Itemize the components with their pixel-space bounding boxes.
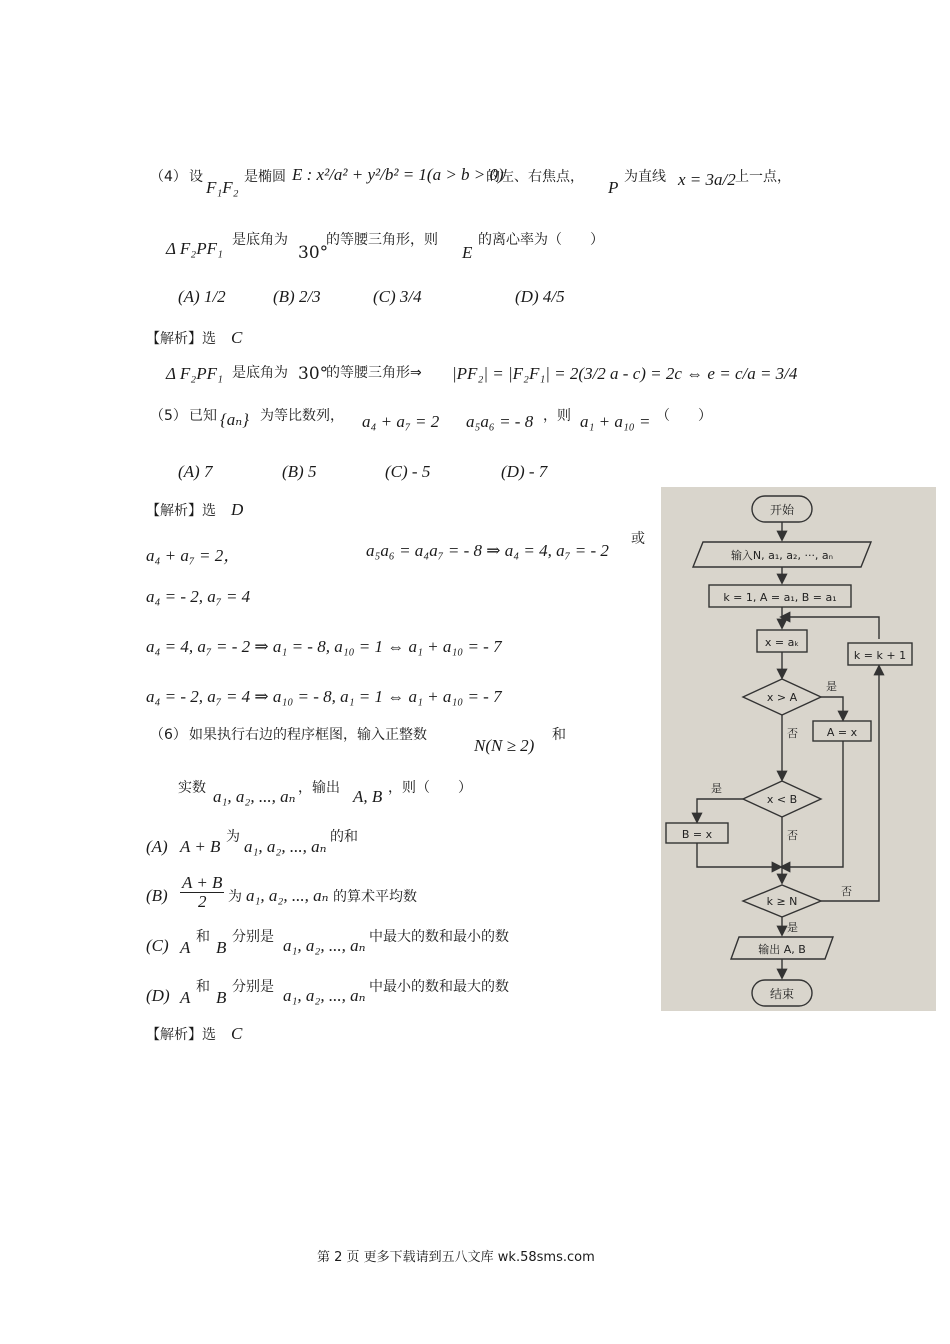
q4-number: （4） bbox=[150, 169, 187, 185]
flow-input-text: 输入N, a₁, a₂, ···, aₙ bbox=[730, 549, 834, 562]
q6-option-c-he: 和 bbox=[196, 929, 210, 945]
q5-text-2: 为等比数列， bbox=[260, 408, 344, 424]
flow-output-text: 输出 A, B bbox=[758, 943, 806, 956]
q4-option-b: (B) 2/3 bbox=[273, 287, 321, 306]
q6-option-d-text-1: 分别是 bbox=[232, 979, 274, 995]
q6-option-b-fraction bbox=[178, 874, 226, 911]
q6-option-d-a: A bbox=[180, 988, 191, 1007]
flow-arrow-setB-merge bbox=[697, 843, 780, 867]
q6-option-b-seq: a₁, a₂, ..., aₙ bbox=[246, 886, 329, 905]
flow-arrow-yes1 bbox=[821, 697, 843, 719]
q5-solution-or: 或 bbox=[631, 531, 645, 547]
flow-start-text: 开始 bbox=[769, 503, 795, 517]
q6-option-d-b: B bbox=[216, 988, 227, 1007]
q5-solution-line-1b: a₅a₆ = a₄a₇ = - 8 ⇒ a₄ = 4, a₇ = - 2 bbox=[366, 541, 609, 560]
q4-solution-triangle: Δ F₂PF₁ bbox=[166, 364, 223, 383]
q5-condition-2: a₅a₆ = - 8 bbox=[466, 412, 534, 431]
q4-point-p: P bbox=[608, 178, 619, 197]
q6-option-d-text-2: 中最小的数和最大的数 bbox=[369, 979, 509, 995]
q6-option-c-text-1: 分别是 bbox=[232, 929, 274, 945]
q5-sequence: {aₙ} bbox=[220, 410, 249, 429]
q5-question: a₁ + a₁₀ = bbox=[580, 412, 651, 431]
q6-option-c-label: (C) bbox=[146, 936, 169, 955]
flowchart-image bbox=[661, 487, 936, 1011]
q4-text-8: 的离心率为（ ） bbox=[478, 232, 604, 248]
q6-n: N(N ≥ 2) bbox=[474, 736, 535, 755]
q6-sequence: a₁, a₂, ..., aₙ bbox=[213, 787, 296, 806]
q6-text-1: 如果执行右边的程序框图，输入正整数 bbox=[189, 727, 427, 743]
q6-option-a-label: (A) bbox=[146, 837, 168, 856]
q5-condition-1: a₄ + a₇ = 2 bbox=[362, 412, 440, 431]
q4-solution-math: |PF₂| = |F₂F₁| = 2(3/2 a - c) = 2c ⇔ e = c/a = 3/4 bbox=[452, 364, 798, 383]
flow-cond3-text: k ≥ N bbox=[766, 895, 798, 908]
q4-text-5: 上一点， bbox=[735, 169, 791, 185]
flow-setA-text: A = x bbox=[826, 726, 858, 739]
flow-assign-text: x = aₖ bbox=[764, 636, 800, 649]
q4-text-2: 是椭圆 bbox=[244, 169, 286, 185]
flow-init-text: k = 1, A = a₁, B = a₁ bbox=[723, 591, 837, 604]
q4-text-7: 的等腰三角形，则 bbox=[326, 232, 438, 248]
flow-arrow-no3 bbox=[821, 667, 879, 901]
q6-analysis-label: 【解析】选 bbox=[146, 1027, 216, 1043]
q6-option-d-label: (D) bbox=[146, 986, 170, 1005]
q6-option-b-label: (B) bbox=[146, 886, 168, 905]
q4-text-3: 的左、右焦点， bbox=[486, 169, 584, 185]
q5-solution-line-1a: a₄ + a₇ = 2， bbox=[146, 546, 241, 565]
flow-end-text: 结束 bbox=[769, 987, 795, 1001]
q6-option-d-he: 和 bbox=[196, 979, 210, 995]
q4-ellipse-equation: E : x²/a² + y²/b² = 1(a > b > 0) bbox=[292, 165, 504, 184]
q5-text-1: 已知 bbox=[189, 408, 217, 424]
flow-no1-label: 否 bbox=[787, 727, 798, 740]
q6-text-5: ，则（ ） bbox=[388, 780, 472, 796]
q4-text-1: 设 bbox=[189, 169, 203, 185]
flow-yes2-label: 是 bbox=[711, 782, 722, 795]
flow-arrow-yes2 bbox=[697, 799, 743, 821]
q4-triangle: Δ F₂PF₁ bbox=[166, 239, 223, 258]
q6-text-4: ，输出 bbox=[298, 780, 340, 796]
q5-text-3: ，则 bbox=[543, 408, 571, 424]
q5-solution-line-3: a₄ = 4, a₇ = - 2 ⇒ a₁ = - 8, a₁₀ = 1 ⇔ a₁ + a₁₀ = - 7 bbox=[146, 637, 502, 656]
q4-solution-text-2: 的等腰三角形⇒ bbox=[326, 365, 422, 381]
q6-option-b-text-1: 为 bbox=[228, 889, 242, 905]
flow-yes1-label: 是 bbox=[826, 680, 837, 693]
flow-no3-label: 否 bbox=[841, 885, 852, 898]
q4-text-4: 为直线 bbox=[624, 169, 666, 185]
q5-option-a: (A) 7 bbox=[178, 462, 213, 481]
q6-text-3: 实数 bbox=[178, 780, 206, 796]
q4-option-c: (C) 3/4 bbox=[373, 287, 422, 306]
q6-answer: C bbox=[231, 1024, 243, 1043]
q5-option-b: (B) 5 bbox=[282, 462, 317, 481]
q5-answer: D bbox=[231, 500, 244, 519]
q4-e: E bbox=[462, 243, 473, 262]
q6-output-ab: A, B bbox=[353, 787, 383, 806]
q4-line-equation: x = 3a/2 bbox=[678, 170, 736, 189]
q6-option-b-frac-num: A + B bbox=[182, 873, 223, 892]
q4-answer: C bbox=[231, 328, 243, 347]
q5-solution-line-2: a₄ = - 2, a₇ = 4 bbox=[146, 587, 251, 606]
q6-option-c-b: B bbox=[216, 938, 227, 957]
q6-option-c-seq: a₁, a₂, ..., aₙ bbox=[283, 936, 366, 955]
flow-cond2-text: x < B bbox=[766, 793, 798, 806]
q5-option-c: (C) - 5 bbox=[385, 462, 431, 481]
flow-yes3-label: 是 bbox=[787, 921, 798, 934]
q5-paren: （ ） bbox=[656, 408, 712, 424]
flow-inc-text: k = k + 1 bbox=[853, 649, 907, 662]
q4-option-d: (D) 4/5 bbox=[515, 287, 565, 306]
q6-option-a-expr: A + B bbox=[180, 837, 221, 856]
flow-setB-text: B = x bbox=[681, 828, 713, 841]
q5-analysis-label: 【解析】选 bbox=[146, 503, 216, 519]
q4-option-a: (A) 1/2 bbox=[178, 287, 226, 306]
q5-solution-line-4: a₄ = - 2, a₇ = 4 ⇒ a₁₀ = - 8, a₁ = 1 ⇔ a₁ + a₁₀ = - 7 bbox=[146, 687, 502, 706]
q6-option-c-a: A bbox=[180, 938, 191, 957]
q6-option-a-text-2: 的和 bbox=[330, 829, 358, 845]
q6-option-d-seq: a₁, a₂, ..., aₙ bbox=[283, 986, 366, 1005]
q4-solution-text-1: 是底角为 bbox=[232, 365, 288, 381]
q6-option-b-frac-den: 2 bbox=[197, 891, 207, 911]
q4-solution-angle: 30° bbox=[298, 364, 329, 384]
q5-number: （5） bbox=[150, 408, 187, 424]
q4-analysis-label: 【解析】选 bbox=[146, 331, 216, 347]
q6-option-b-text-2: 的算术平均数 bbox=[333, 889, 417, 905]
q4-angle: 30° bbox=[298, 243, 329, 263]
flow-no2-label: 否 bbox=[787, 829, 798, 842]
page-footer: 第 2 页 更多下载请到五八文库 wk.58sms.com bbox=[317, 1250, 595, 1265]
q6-number: （6） bbox=[150, 727, 187, 743]
q6-text-2: 和 bbox=[552, 727, 566, 743]
q5-option-d: (D) - 7 bbox=[501, 462, 548, 481]
q4-f1f2: F₁F₂ bbox=[206, 178, 239, 197]
q4-text-6: 是底角为 bbox=[232, 232, 288, 248]
q6-option-a-text-1: 为 bbox=[226, 829, 240, 845]
q6-option-c-text-2: 中最大的数和最小的数 bbox=[369, 929, 509, 945]
q6-option-a-seq: a₁, a₂, ..., aₙ bbox=[244, 837, 327, 856]
flow-cond1-text: x > A bbox=[766, 691, 798, 704]
